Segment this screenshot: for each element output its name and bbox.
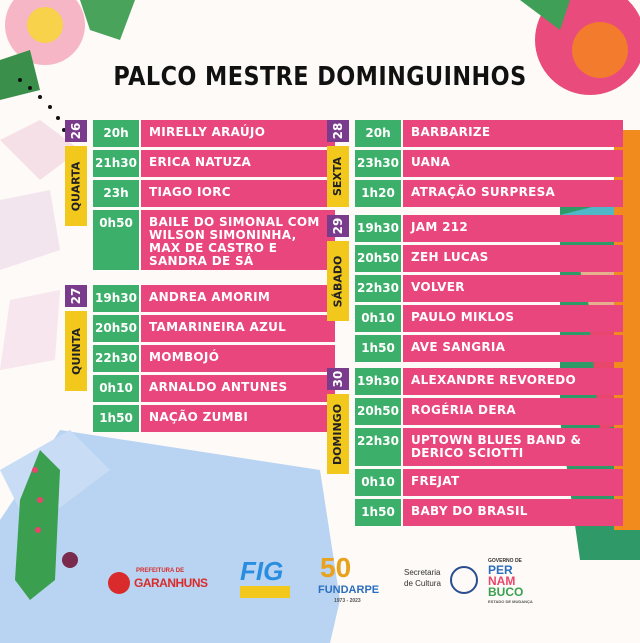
- show-time: 20h: [355, 120, 401, 147]
- pe-text-1: PER: [488, 563, 513, 577]
- show-row: [93, 120, 335, 147]
- pernambuco-logo: [486, 558, 546, 608]
- show-row: [355, 180, 623, 207]
- show-time: 20h50: [355, 398, 401, 425]
- show-row: [355, 368, 623, 395]
- show-artist: ROGÉRIA DERA: [403, 398, 623, 425]
- show-row: [355, 150, 623, 177]
- show-artist: ZEH LUCAS: [403, 245, 623, 272]
- show-time: 1h20: [355, 180, 401, 207]
- pe-text-2: NAM: [488, 574, 516, 588]
- show-row: [93, 285, 335, 312]
- show-time: 20h50: [355, 245, 401, 272]
- day-name: [65, 146, 87, 226]
- day-name: [327, 394, 349, 474]
- fig-logo: [232, 556, 302, 604]
- fundarpe-years: 1973 - 2023: [334, 598, 361, 604]
- show-row: [93, 150, 335, 177]
- day-name: [327, 146, 349, 207]
- show-time: 21h30: [93, 150, 139, 177]
- show-row: [93, 375, 335, 402]
- show-artist: BABY DO BRASIL: [403, 499, 623, 526]
- show-artist: AVE SANGRIA: [403, 335, 623, 362]
- day-number: 27: [65, 285, 87, 307]
- fundarpe-number: 50: [320, 552, 352, 583]
- show-artist: UPTOWN BLUES BAND & DERICO SCIOTTI: [403, 428, 623, 466]
- show-time: 22h30: [355, 428, 401, 466]
- show-artist: ATRAÇÃO SURPRESA: [403, 180, 623, 207]
- show-artist: ALEXANDRE REVOREDO: [403, 368, 623, 395]
- pe-text-3: BUCO: [488, 585, 524, 599]
- secretaria-logo: [404, 568, 484, 598]
- show-artist: ARNALDO ANTUNES: [141, 375, 335, 402]
- gov-tag: ESTADO DE MUDANÇA: [488, 599, 533, 604]
- show-time: 20h: [93, 120, 139, 147]
- show-artist: UANA: [403, 150, 623, 177]
- show-row: [93, 405, 335, 432]
- show-time: 20h50: [93, 315, 139, 342]
- day-name-label: QUINTA: [69, 327, 83, 375]
- show-artist: BAILE DO SIMONAL COM WILSON SIMONINHA, MAX DE CASTRO E SANDRA DE SÁ: [141, 210, 335, 270]
- show-time: 1h50: [93, 405, 139, 432]
- garanhuns-small-text: PREFEITURA DE: [136, 568, 185, 574]
- show-time: 0h10: [93, 375, 139, 402]
- show-row: [355, 428, 623, 466]
- day-name: [65, 311, 87, 391]
- show-artist: FREJAT: [403, 469, 623, 496]
- garanhuns-logo: [108, 568, 218, 598]
- gov-small-text: GOVERNO DE: [488, 558, 522, 564]
- show-artist: ANDREA AMORIM: [141, 285, 335, 312]
- show-time: 19h30: [355, 368, 401, 395]
- day-number: 29: [327, 215, 349, 237]
- fig-text: FIG: [240, 556, 284, 586]
- show-row: [355, 499, 623, 526]
- day-name-label: SEXTA: [331, 156, 345, 197]
- show-row: [355, 469, 623, 496]
- show-time: 23h: [93, 180, 139, 207]
- show-artist: TAMARINEIRA AZUL: [141, 315, 335, 342]
- show-row: [93, 210, 335, 270]
- show-row: [93, 345, 335, 372]
- show-artist: NAÇÃO ZUMBI: [141, 405, 335, 432]
- show-row: [93, 315, 335, 342]
- day-name-label: SÁBADO: [331, 255, 345, 307]
- secretaria-text-2: de Cultura: [404, 579, 441, 588]
- show-artist: PAULO MIKLOS: [403, 305, 623, 332]
- show-time: 1h50: [355, 499, 401, 526]
- show-artist: BARBARIZE: [403, 120, 623, 147]
- show-row: [355, 398, 623, 425]
- show-artist: MOMBOJÓ: [141, 345, 335, 372]
- show-row: [355, 215, 623, 242]
- show-time: 22h30: [93, 345, 139, 372]
- show-artist: MIRELLY ARAÚJO: [141, 120, 335, 147]
- day-number: 30: [327, 368, 349, 390]
- show-time: 0h10: [355, 305, 401, 332]
- show-artist: TIAGO IORC: [141, 180, 335, 207]
- day-name: [327, 241, 349, 321]
- state-seal-icon: [450, 566, 478, 594]
- secretaria-text-1: Secretaria: [404, 568, 441, 577]
- show-time: 19h30: [93, 285, 139, 312]
- show-row: [355, 120, 623, 147]
- show-row: [355, 245, 623, 272]
- day-number: 26: [65, 120, 87, 142]
- fundarpe-text: FUNDARPE: [318, 584, 380, 596]
- show-time: 1h50: [355, 335, 401, 362]
- day-name-label: QUARTA: [69, 161, 83, 211]
- day-number: 28: [327, 120, 349, 142]
- show-time: 0h50: [93, 210, 139, 270]
- show-time: 19h30: [355, 215, 401, 242]
- show-row: [355, 335, 623, 362]
- garanhuns-text: GARANHUNS: [134, 576, 208, 590]
- show-artist: ERICA NATUZA: [141, 150, 335, 177]
- show-row: [93, 180, 335, 207]
- fundarpe-logo: [318, 552, 388, 608]
- day-name-label: DOMINGO: [331, 403, 345, 465]
- show-row: [355, 275, 623, 302]
- show-artist: VOLVER: [403, 275, 623, 302]
- page-title: PALCO MESTRE DOMINGUINHOS: [113, 62, 527, 92]
- show-time: 0h10: [355, 469, 401, 496]
- show-time: 22h30: [355, 275, 401, 302]
- show-artist: JAM 212: [403, 215, 623, 242]
- show-time: 23h30: [355, 150, 401, 177]
- show-row: [355, 305, 623, 332]
